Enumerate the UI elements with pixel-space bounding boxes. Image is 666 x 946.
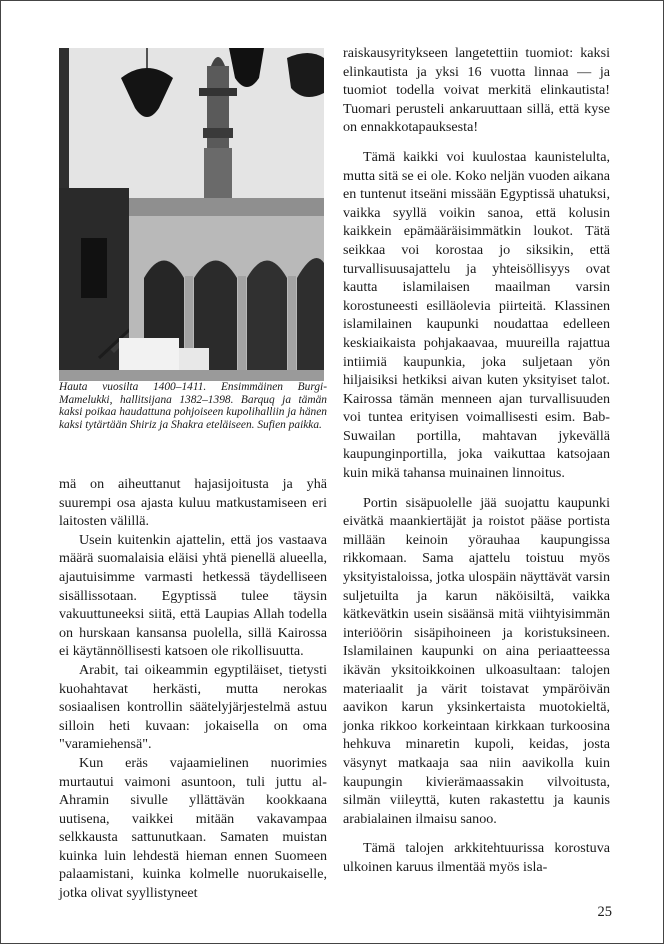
paragraph: raiskausyritykseen langetettiin tuomiot: kaksi elinkautista ja yksi 16 vuotta linnaa — ja tuomiot todella voivat merkitä elinkautista! Tuomari perusteli ankaruuttaan sillä, että kyse on ennakkotapauksesta!	[343, 45, 610, 136]
paragraph: Kun eräs vajaamielinen nuorimies murtautui vaimoni asuntoon, tuli juttu al-Ahramin sivulle yllättävän kookkaana uutisena, vaikkei mitään vakavampaa selkkausta sattunutkaan. Samaten muistan kuinka luin lehdestä hieman ennen Suomeen palaamistani, kuinka kolmelle nuorukaiselle, jotka olivat syyllistyneet	[59, 754, 327, 902]
paragraph: Tämä talojen arkkitehtuurissa korostuva ulkoinen karuus ilmentää myös isla-	[343, 840, 610, 875]
page-number: 25	[597, 904, 612, 920]
courtyard-photo	[59, 48, 324, 381]
paragraph: Arabit, tai oikeammin egyptiläiset, tietysti kuohahtavat herkästi, mutta nerokas sosiaalisen kontrollin säätelyjärjestelmä astuu silloin heti kuvaan: jokaisella on oma "varamiehensä".	[59, 661, 327, 753]
left-text-column	[59, 475, 327, 903]
paragraph: Portin sisäpuolelle jää suojattu kaupunki eivätkä maankiertäjät ja roistot pääse portista millään keinoin yörauhaa kaupungissa rikkomaan. Sama ajattelu toistuu myös yksityistaloissa, jotka ulospäin näyttävät varsin suljetuilta ja karun näköisiltä, vaikka kätkevätkin usein sisäänsä mitä viihtyisimmän interiöörin sisäpihoineen ja koristuksineen. Islamilainen kaupunki on aina periaatteessa ikävän yksitoikkoinen ulkoasultaan: talojen materiaalit ja värit toistavat ympäröivän aavikon karun yksinkertaista muotokieltä, jonka rikkoo korkeintaan kirkkaan turkoosina hehkuva minaretin kupoli, keidas, josta väsynyt matkaaja saa niin aavikolla kuin kaupungin kivierämaassakin vilvoitusta, silmän viileyttä, kuten rakastettu ja kaunis arabialainen ilmaisu sanoo.	[343, 494, 610, 827]
paragraph: mä on aiheuttanut hajasijoitusta ja yhä suurempi osa ajasta kuluu matkustamiseen eri laitosten välillä.	[59, 476, 327, 530]
courtyard-photo-image	[59, 48, 324, 381]
figure-caption: Hauta vuosilta 1400–1411. Ensimmäinen Burgi-Mamelukki, hallitsijana 1382–1398. Barquq ja tämän kaksi poikaa haudattuna pohjoiseen kupolihalliin ja hänen kaksi tytärtään Shiriz ja Shakra eteläiseen. Sufien paikka.	[59, 381, 327, 431]
paragraph: Tämä kaikki voi kuulostaa kaunistelulta, mutta sitä se ei ole. Koko neljän vuoden aikana en tuntenut itseäni missään Egyptissä uhatuksi, vaikka syyllä voikin sanoa, että kolusin kaikkein epämääräisimmätkin loukot. Tätä seikkaa voi korostaa jo siksikin, että turvallisuusajattelu ja yhteisöllisyys ovat kautta islamilaisen maailman varsin korostuneesti esilläolevia piirteitä. Klassinen islamilainen kaupunki noudattaa edelleen keskiaikaista pohjakaavaa, muureilla rajattua intiimiä kaupunkia, joka suljetaan yön hiljaisiksi hetkiksi aivan kuten yksityiset talot. Kairossa tämän menneen ajan turvallisuuden voi tuntea erityisen voimallisesti esim. Bab-Suwailan portilla, mahtavan jykevällä kaupunginportilla, joka vaikuttaa katsojaan kuin mikä tahansa muinainen linnoitus.	[343, 148, 610, 482]
paragraph: Usein kuitenkin ajattelin, että jos vastaava määrä suomalaisia eläisi yhtä pienellä alueella, ajautuisimme varmasti hetkessä täydelliseen sisällissotaan. Egyptissä tulee täysin vakuuttuneeksi siitä, että Laupias Allah todella on hurskaan kansansa puolella, sillä Kairossa ei käytännöllisesti katsoen ole rikollisuutta.	[59, 531, 327, 660]
right-text-column	[343, 44, 610, 877]
